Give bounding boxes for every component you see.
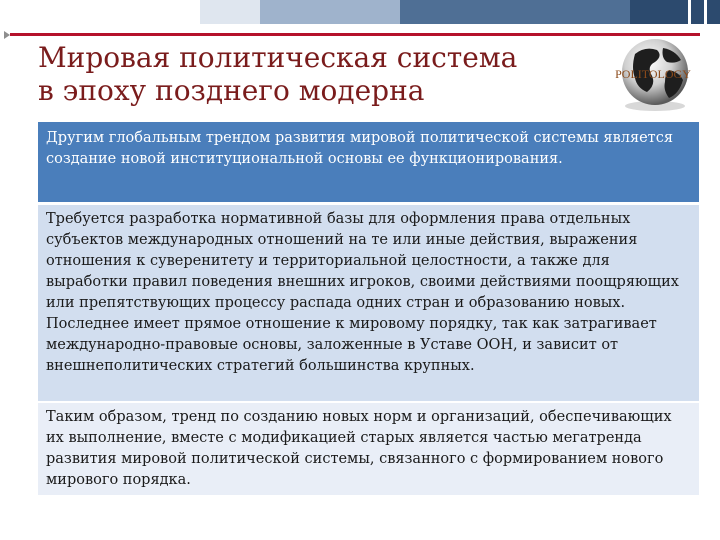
conclusion-block (38, 403, 699, 495)
conclusion-text: Таким образом, тренд по созданию новых норм и организаций, обеспечивающих их выполнение, вместе с модификацией старых является частью мегатренда развития мировой политической системы, связанного с формированием нового мирового порядка. (46, 409, 672, 488)
main-paragraph-2: Последнее имеет прямое отношение к мировому порядку, так как затрагивает международно-правовые основы, заложенные в Уставе ООН, и зависит от внешнеполитических стратегий большинства крупных. (46, 316, 657, 374)
intro-block (38, 122, 699, 202)
accent-divider (10, 33, 700, 36)
main-block (38, 205, 699, 401)
intro-text: Другим глобальным трендом развития мировой политической системы является создание новой институциональной основы ее функционирования. (46, 130, 673, 167)
globe-logo-icon (603, 34, 703, 114)
page-title (38, 41, 558, 107)
top-decoration-bar (0, 0, 720, 24)
title-line-1: Мировая политическая система (38, 41, 518, 74)
logo-text: POLITOLOGY (615, 67, 691, 81)
main-paragraph-1: Требуется разработка нормативной базы для оформления права отдельных субъектов международных отношений на те или иные действия, выражения отношения к суверенитету и территориальной целостности, а также для выработки правил поведения внешних игроков, своими действиями поощряющих или препятствующих процессу распада одних стран и образованию новых. (46, 211, 679, 311)
title-line-2: в эпоху позднего модерна (38, 74, 425, 107)
